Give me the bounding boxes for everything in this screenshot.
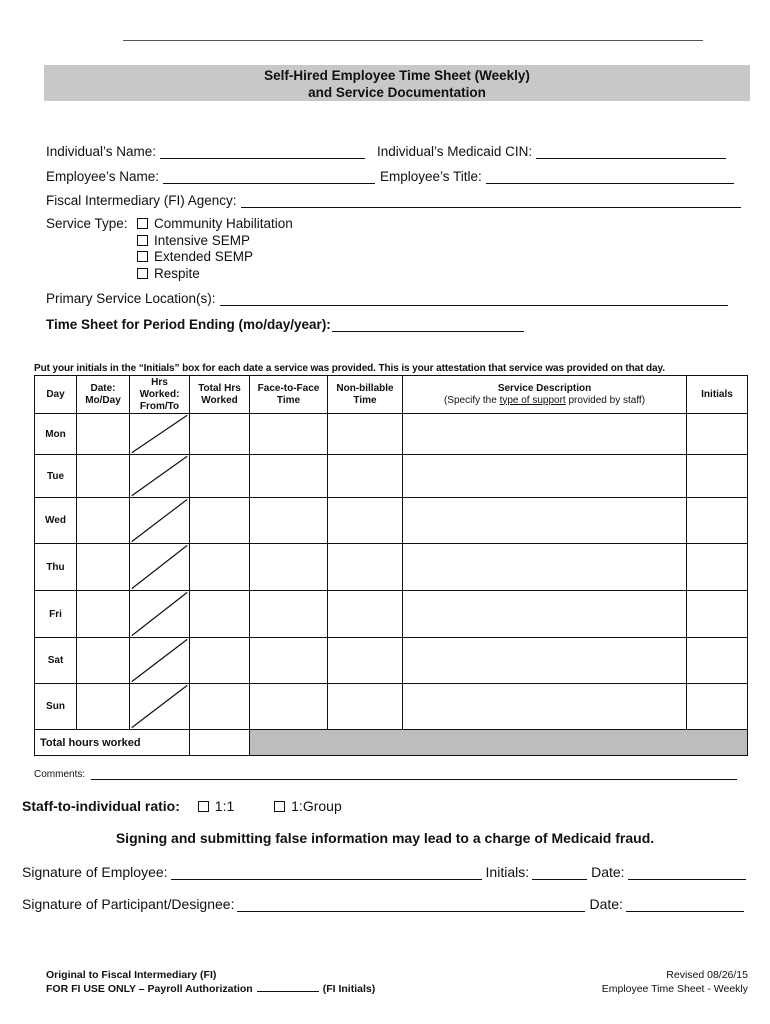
employee-name-label: Employee’s Name: — [46, 169, 160, 184]
non-billable-cell[interactable] — [328, 544, 403, 591]
hrs-from-to-cell[interactable] — [130, 638, 190, 684]
ratio-row — [22, 798, 342, 814]
checkbox-community-hab[interactable] — [137, 218, 148, 229]
col-total-l2: Worked — [201, 394, 238, 406]
service-description-cell[interactable] — [403, 591, 687, 638]
primary-location-input[interactable] — [220, 292, 728, 306]
footer-right — [602, 968, 748, 996]
diagonal-divider — [130, 544, 189, 590]
checkbox-ratio-group[interactable] — [274, 801, 285, 812]
date-cell[interactable] — [77, 544, 130, 591]
medicaid-cin-label: Individual’s Medicaid CIN: — [377, 144, 533, 159]
total-hours-label: Total hours worked — [35, 730, 190, 756]
desc-sub-underlined: type of support — [499, 394, 566, 406]
hrs-from-to-cell[interactable] — [130, 591, 190, 638]
day-cell: Mon — [35, 414, 77, 455]
total-hrs-cell[interactable] — [190, 591, 250, 638]
comments-input[interactable] — [91, 770, 737, 780]
initials-cell[interactable] — [687, 684, 748, 730]
title-line-1: Self-Hired Employee Time Sheet (Weekly) — [264, 68, 530, 83]
instructions-text: Put your initials in the “Initials” box for each date a service was provided. This is your attestation that service was provided on that day. — [34, 363, 665, 374]
service-description-cell[interactable] — [403, 455, 687, 498]
diagonal-divider — [130, 498, 189, 543]
total-hrs-cell[interactable] — [190, 455, 250, 498]
diagonal-divider — [130, 455, 189, 497]
non-billable-cell[interactable] — [328, 414, 403, 455]
footer-payroll-auth — [46, 982, 375, 996]
total-hours-cell[interactable] — [190, 730, 250, 756]
checkbox-respite[interactable] — [137, 268, 148, 279]
fi-agency-label: Fiscal Intermediary (FI) Agency: — [46, 193, 237, 208]
service-description-cell[interactable] — [403, 544, 687, 591]
employee-title-label: Employee’s Title: — [380, 169, 482, 184]
employee-signature-label: Signature of Employee: — [22, 864, 168, 880]
title-banner — [44, 65, 750, 101]
date-cell[interactable] — [77, 455, 130, 498]
initials-cell[interactable] — [687, 498, 748, 544]
date-label: Date: — [589, 896, 623, 912]
initials-label: Initials: — [485, 864, 530, 880]
service-option-community-hab[interactable] — [137, 216, 293, 231]
medicaid-cin-field — [377, 144, 726, 159]
footer-original-to-fi: Original to Fiscal Intermediary (FI) — [46, 969, 217, 981]
checkbox-ratio-1-1[interactable] — [198, 801, 209, 812]
employee-initials-input[interactable] — [532, 866, 587, 880]
total-hrs-cell[interactable] — [190, 684, 250, 730]
table-row — [35, 684, 748, 730]
participant-signature-label: Signature of Participant/Designee: — [22, 896, 235, 912]
period-ending-field — [46, 317, 524, 332]
day-cell: Tue — [35, 455, 77, 498]
col-f2f-l2: Time — [276, 394, 301, 406]
employee-date-input[interactable] — [628, 866, 746, 880]
table-row — [35, 455, 748, 498]
service-option-intensive-semp[interactable] — [137, 233, 250, 248]
col-hrs-l2: Worked: — [139, 388, 180, 400]
checkbox-intensive-semp[interactable] — [137, 235, 148, 246]
non-billable-cell[interactable] — [328, 684, 403, 730]
individual-name-label: Individual’s Name: — [46, 144, 157, 159]
col-nb-l1: Non-billable — [336, 382, 394, 394]
initials-cell[interactable] — [687, 544, 748, 591]
employee-name-field — [46, 169, 375, 184]
col-service-description — [403, 376, 687, 414]
non-billable-cell[interactable] — [328, 638, 403, 684]
initials-cell[interactable] — [687, 414, 748, 455]
period-ending-label: Time Sheet for Period Ending (mo/day/year): — [46, 317, 331, 332]
non-billable-cell[interactable] — [328, 455, 403, 498]
col-date — [77, 376, 130, 414]
employee-title-input[interactable] — [486, 170, 734, 184]
col-date-l2: Mo/Day — [85, 394, 121, 406]
ratio-option-label: 1:1 — [214, 798, 235, 814]
table-row — [35, 498, 748, 544]
col-hrs-l1: Hrs — [151, 376, 168, 388]
hrs-from-to-cell[interactable] — [130, 414, 190, 455]
col-hrs-l3: From/To — [139, 400, 180, 412]
face-to-face-cell[interactable] — [250, 414, 328, 455]
face-to-face-cell[interactable] — [250, 684, 328, 730]
individual-name-field — [46, 144, 365, 159]
service-description-cell[interactable] — [403, 498, 687, 544]
col-total-l1: Total Hrs — [198, 382, 241, 394]
col-desc-sub — [444, 395, 645, 406]
form-name: Employee Time Sheet - Weekly — [601, 983, 748, 995]
fi-initials-input[interactable] — [257, 982, 319, 992]
service-description-cell[interactable] — [403, 638, 687, 684]
diagonal-divider — [130, 414, 189, 454]
service-option-label: Community Habilitation — [154, 216, 293, 231]
ratio-option-group[interactable] — [274, 798, 342, 814]
service-option-label: Respite — [154, 266, 200, 281]
hrs-from-to-cell[interactable] — [130, 455, 190, 498]
total-row — [35, 730, 748, 756]
footer-left — [46, 968, 375, 996]
desc-sub-post: provided by staff) — [565, 394, 646, 406]
participant-date-input[interactable] — [626, 898, 744, 912]
service-option-label: Intensive SEMP — [154, 233, 251, 248]
total-hrs-cell[interactable] — [190, 414, 250, 455]
employee-title-field — [380, 169, 734, 184]
day-cell: Sun — [35, 684, 77, 730]
col-date-l1: Date: — [90, 382, 116, 394]
revised-date: Revised 08/26/15 — [666, 969, 748, 981]
comments-field — [34, 769, 737, 780]
col-desc-title: Service Description — [497, 382, 592, 394]
fi-agency-field — [46, 193, 741, 208]
ratio-option-label: 1:Group — [291, 798, 342, 814]
initials-cell[interactable] — [687, 455, 748, 498]
face-to-face-cell[interactable] — [250, 455, 328, 498]
fraud-warning: Signing and submitting false information may lead to a charge of Medicaid fraud. — [115, 830, 655, 846]
face-to-face-cell[interactable] — [250, 638, 328, 684]
shaded-cell — [250, 730, 748, 756]
total-hrs-cell[interactable] — [190, 544, 250, 591]
service-description-cell[interactable] — [403, 684, 687, 730]
medicaid-cin-input[interactable] — [536, 145, 726, 159]
table-row — [35, 414, 748, 455]
total-hrs-cell[interactable] — [190, 638, 250, 684]
day-cell: Sat — [35, 638, 77, 684]
table-row — [35, 591, 748, 638]
checkbox-extended-semp[interactable] — [137, 251, 148, 262]
diagonal-divider — [130, 638, 189, 683]
face-to-face-cell[interactable] — [250, 591, 328, 638]
col-f2f-l1: Face-to-Face — [257, 382, 320, 394]
employee-name-input[interactable] — [163, 170, 375, 184]
ratio-label: Staff-to-individual ratio: — [22, 798, 180, 814]
primary-location-field — [46, 291, 728, 306]
desc-sub-pre: (Specify the — [443, 394, 500, 406]
top-rule — [123, 40, 703, 41]
col-total-hrs — [190, 376, 250, 414]
service-option-extended-semp[interactable] — [137, 249, 253, 264]
day-cell: Wed — [35, 498, 77, 544]
payroll-auth-label: FOR FI USE ONLY – Payroll Authorization — [46, 983, 253, 995]
individual-name-input[interactable] — [160, 145, 365, 159]
table-row — [35, 638, 748, 684]
service-description-cell[interactable] — [403, 414, 687, 455]
date-cell[interactable] — [77, 684, 130, 730]
date-cell[interactable] — [77, 498, 130, 544]
service-type-label: Service Type: — [46, 216, 128, 231]
date-label: Date: — [591, 864, 625, 880]
diagonal-divider — [130, 684, 189, 729]
initials-cell[interactable] — [687, 638, 748, 684]
period-ending-input[interactable] — [332, 318, 524, 332]
face-to-face-cell[interactable] — [250, 544, 328, 591]
col-nb-l2: Time — [353, 394, 377, 406]
col-hrs-worked — [130, 376, 190, 414]
hrs-from-to-cell[interactable] — [130, 544, 190, 591]
participant-signature-row — [22, 896, 748, 912]
comments-label: Comments: — [34, 769, 86, 780]
ratio-option-1-1[interactable] — [198, 798, 234, 814]
face-to-face-cell[interactable] — [250, 498, 328, 544]
primary-location-label: Primary Service Location(s): — [46, 291, 216, 306]
non-billable-cell[interactable] — [328, 591, 403, 638]
service-option-label: Extended SEMP — [154, 249, 254, 264]
non-billable-cell[interactable] — [328, 498, 403, 544]
table-row — [35, 544, 748, 591]
total-hrs-cell[interactable] — [190, 498, 250, 544]
col-non-billable — [328, 376, 403, 414]
date-cell[interactable] — [77, 591, 130, 638]
date-cell[interactable] — [77, 414, 130, 455]
day-cell: Fri — [35, 591, 77, 638]
fi-agency-input[interactable] — [241, 194, 741, 208]
header-row — [35, 376, 748, 414]
fi-initials-label: (FI Initials) — [322, 983, 376, 995]
employee-signature-input[interactable] — [171, 866, 482, 880]
date-cell[interactable] — [77, 638, 130, 684]
col-initials: Initials — [687, 376, 748, 414]
participant-signature-input[interactable] — [237, 898, 585, 912]
service-option-respite[interactable] — [137, 266, 200, 281]
col-day: Day — [35, 376, 77, 414]
hrs-from-to-cell[interactable] — [130, 498, 190, 544]
initials-cell[interactable] — [687, 591, 748, 638]
diagonal-divider — [130, 591, 189, 637]
hrs-from-to-cell[interactable] — [130, 684, 190, 730]
title-line-2: and Service Documentation — [308, 85, 486, 100]
day-cell: Thu — [35, 544, 77, 591]
col-face-to-face — [250, 376, 328, 414]
employee-signature-row — [22, 864, 750, 880]
timesheet-table — [34, 375, 748, 756]
